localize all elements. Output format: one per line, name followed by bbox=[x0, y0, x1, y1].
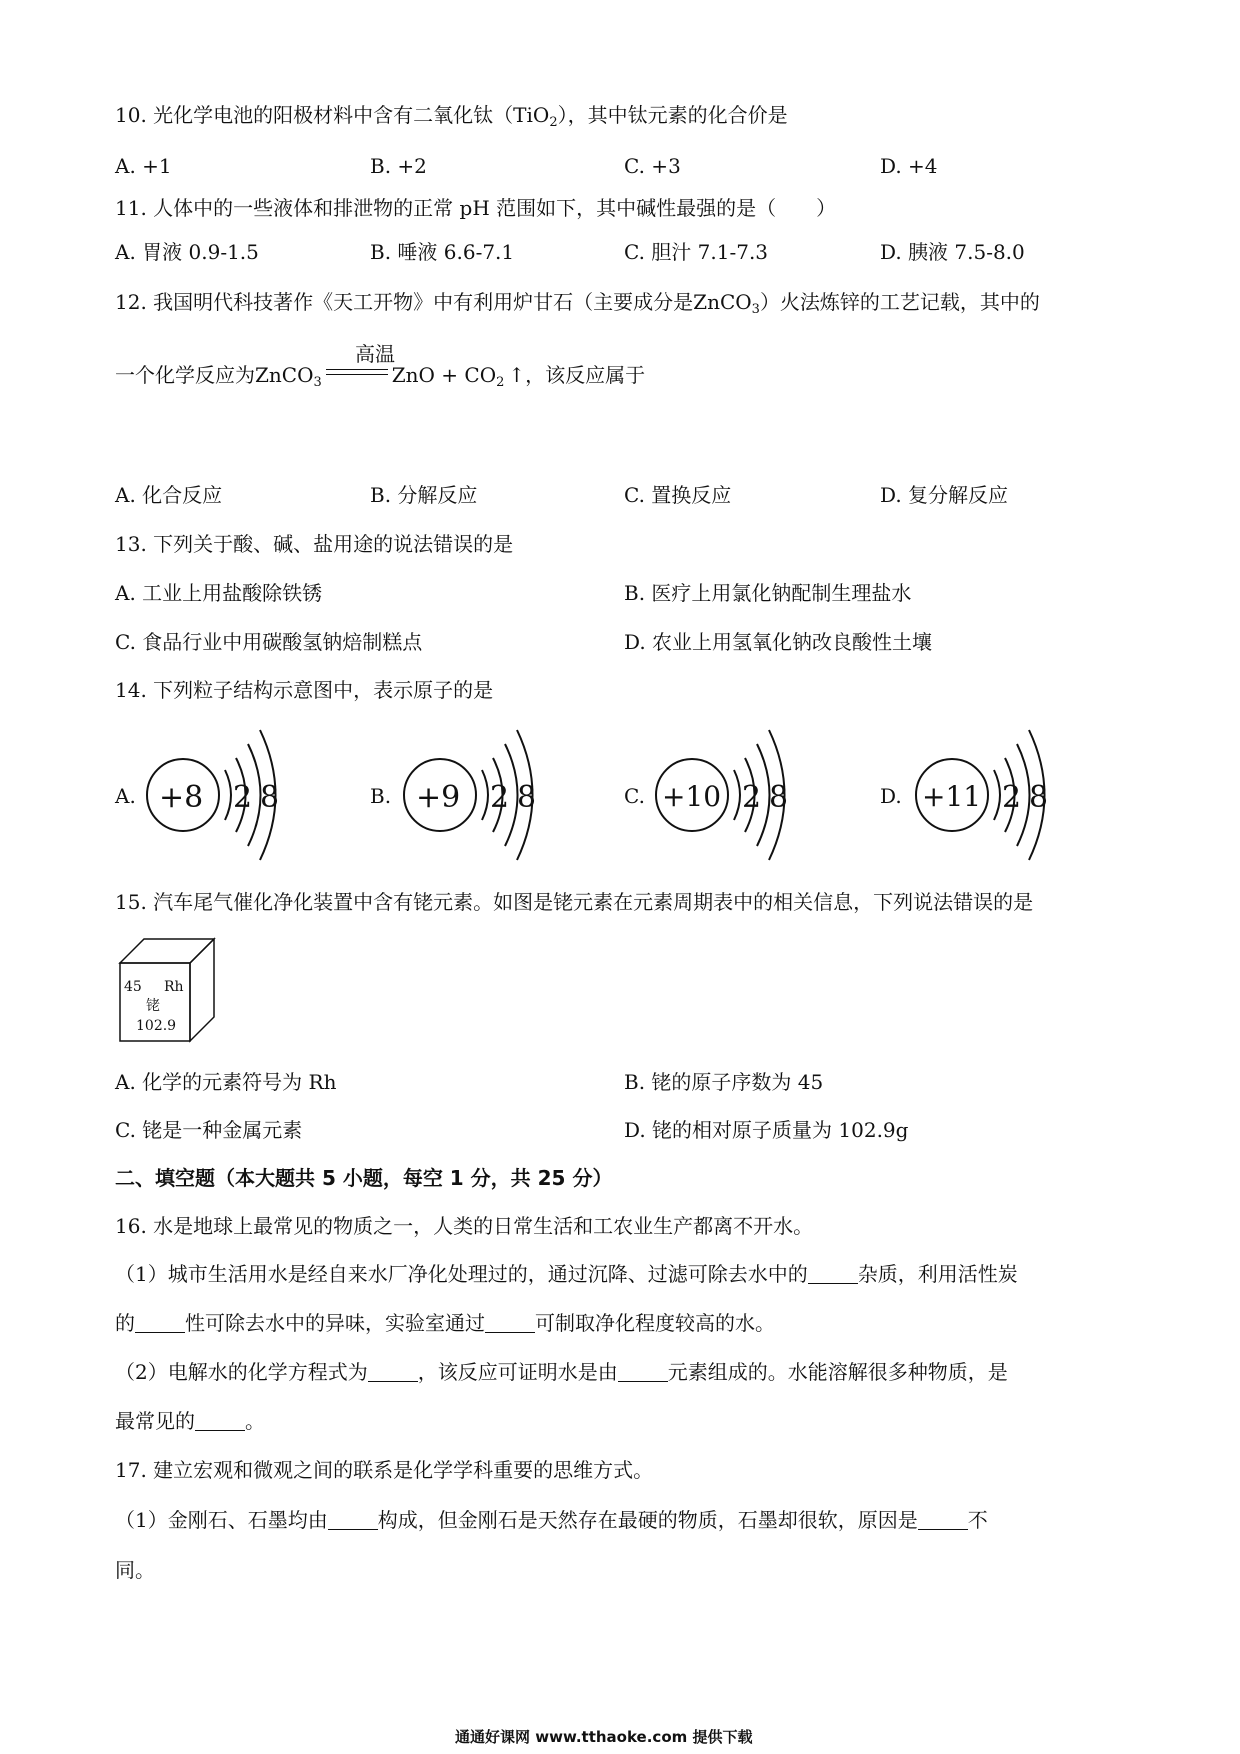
reaction-equals-sign bbox=[326, 366, 388, 380]
shell-1-electrons: 2 bbox=[742, 780, 762, 815]
q13-stem: 13. 下列关于酸、碱、盐用途的说法错误的是 bbox=[115, 532, 514, 556]
q11-option-a[interactable]: A. 胃液 0.9-1.5 bbox=[115, 240, 259, 264]
q12-reactant: ZnCO$_3$ bbox=[255, 363, 322, 390]
q16-stem: 16. 水是地球上最常见的物质之一，人类的日常生活和工农业生产都离不开水。 bbox=[115, 1214, 814, 1238]
q17-stem: 17. 建立宏观和微观之间的联系是化学学科重要的思维方式。 bbox=[115, 1458, 654, 1482]
q13-option-a[interactable]: A. 工业上用盐酸除铁锈 bbox=[115, 581, 323, 605]
option-letter: A. bbox=[115, 784, 136, 808]
answer-blank[interactable] bbox=[918, 1509, 968, 1530]
nucleus-charge: +8 bbox=[159, 780, 204, 815]
q14-option-d[interactable] bbox=[880, 720, 1055, 870]
q10-option-c[interactable]: C. +3 bbox=[624, 154, 681, 178]
answer-blank[interactable] bbox=[808, 1263, 858, 1284]
q14-option-c[interactable] bbox=[624, 720, 799, 870]
q17-part1-line2: 同。 bbox=[115, 1558, 155, 1582]
nucleus-charge: +11 bbox=[922, 780, 982, 813]
q15-option-a[interactable]: A. 化学的元素符号为 Rh bbox=[115, 1070, 337, 1094]
q12-option-d[interactable]: D. 复分解反应 bbox=[880, 483, 1009, 507]
q16-part1-line2: 的 性可除去水中的异味，实验室通过 可制取净化程度较高的水。 bbox=[115, 1311, 775, 1335]
q15-option-d[interactable]: D. 铑的相对原子质量为 102.9g bbox=[624, 1118, 909, 1142]
answer-blank[interactable] bbox=[195, 1410, 245, 1431]
q15-stem: 15. 汽车尾气催化净化装置中含有铑元素。如图是铑元素在元素周期表中的相关信息，下列说法错误的是 bbox=[115, 890, 1034, 914]
q12-equation-line: 一个化学反应为ZnCO$_3$ ZnO + $CO_2$ ↑，该反应属于 bbox=[115, 363, 646, 390]
q16-part1-line1: （1）城市生活用水是经自来水厂净化处理过的，通过沉降、过滤可除去水中的 杂质，利用活性炭 bbox=[115, 1262, 1018, 1286]
shell-2-electrons: 8 bbox=[769, 780, 789, 815]
element-name: 铑 bbox=[146, 998, 160, 1014]
answer-blank[interactable] bbox=[328, 1509, 378, 1530]
answer-blank[interactable] bbox=[368, 1361, 418, 1382]
q14-option-a[interactable] bbox=[115, 720, 290, 870]
shell-2-electrons: 8 bbox=[517, 780, 537, 815]
q13-option-c[interactable]: C. 食品行业中用碳酸氢钠焙制糕点 bbox=[115, 630, 423, 654]
shell-1-electrons: 2 bbox=[490, 780, 510, 815]
q17-part1-line1: （1）金刚石、石墨均由 构成，但金刚石是天然存在最硬的物质，石墨却很软，原因是 不 bbox=[115, 1508, 988, 1532]
page-footer-watermark: 通通好课网 www.tthaoke.com 提供下载 bbox=[455, 1728, 753, 1746]
q14-option-b[interactable] bbox=[370, 720, 545, 870]
option-letter: B. bbox=[370, 784, 392, 808]
atomic-number: 45 bbox=[124, 979, 142, 995]
section-2-title: 二、填空题（本大题共 5 小题，每空 1 分，共 25 分） bbox=[115, 1166, 613, 1190]
option-letter: C. bbox=[624, 784, 645, 808]
q16-part2-line2: 最常见的 。 bbox=[115, 1409, 265, 1433]
q10-stem-a: 10. 光化学电池的阳极材料中含有二氧化钛（ bbox=[115, 103, 514, 127]
q11-option-d[interactable]: D. 胰液 7.5-8.0 bbox=[880, 240, 1025, 264]
q16-part2-line1: （2）电解水的化学方程式为 ，该反应可证明水是由 元素组成的。水能溶解很多种物质，是 bbox=[115, 1360, 1008, 1384]
q10-stem bbox=[115, 103, 788, 130]
q14-stem: 14. 下列粒子结构示意图中，表示原子的是 bbox=[115, 678, 494, 702]
nucleus-charge: +10 bbox=[662, 780, 722, 813]
answer-blank[interactable] bbox=[485, 1312, 535, 1333]
q10-option-b[interactable]: B. +2 bbox=[370, 154, 427, 178]
gas-arrow-icon: ↑ bbox=[508, 363, 526, 387]
q15-option-c[interactable]: C. 铑是一种金属元素 bbox=[115, 1118, 303, 1142]
answer-blank[interactable] bbox=[618, 1361, 668, 1382]
q12-stem: 12. 我国明代科技著作《天工开物》中有利用炉甘石（主要成分是ZnCO$_3$）火法炼锌的工艺记载，其中的 bbox=[115, 290, 1040, 317]
q12-option-c[interactable]: C. 置换反应 bbox=[624, 483, 732, 507]
reaction-condition: 高温 bbox=[355, 342, 395, 366]
q12-option-a[interactable]: A. 化合反应 bbox=[115, 483, 223, 507]
q13-option-d[interactable]: D. 农业上用氢氧化钠改良酸性土壤 bbox=[624, 630, 933, 654]
q15-option-b[interactable]: B. 铑的原子序数为 45 bbox=[624, 1070, 824, 1094]
q11-option-c[interactable]: C. 胆汁 7.1-7.3 bbox=[624, 240, 769, 264]
periodic-table-cell bbox=[118, 935, 218, 1045]
q11-stem: 11. 人体中的一些液体和排泄物的正常 pH 范围如下，其中碱性最强的是（ ） bbox=[115, 196, 837, 220]
q12-option-b[interactable]: B. 分解反应 bbox=[370, 483, 478, 507]
shell-2-electrons: 8 bbox=[260, 780, 280, 815]
q11-option-b[interactable]: B. 唾液 6.6-7.1 bbox=[370, 240, 515, 264]
q12-formula: ZnCO$_3$ bbox=[693, 290, 760, 317]
atomic-mass: 102.9 bbox=[136, 1018, 177, 1034]
shell-1-electrons: 2 bbox=[1002, 780, 1022, 815]
q10-stem-b: ），其中钛元素的化合价是 bbox=[557, 103, 788, 127]
shell-1-electrons: 2 bbox=[233, 780, 253, 815]
nucleus-charge: +9 bbox=[416, 780, 461, 815]
element-symbol: Rh bbox=[164, 979, 184, 995]
answer-blank[interactable] bbox=[135, 1312, 185, 1333]
option-letter: D. bbox=[880, 784, 902, 808]
q10-option-d[interactable]: D. +4 bbox=[880, 154, 938, 178]
q13-option-b[interactable]: B. 医疗上用氯化钠配制生理盐水 bbox=[624, 581, 912, 605]
q10-formula: TiO$_2$ bbox=[513, 103, 558, 130]
shell-2-electrons: 8 bbox=[1029, 780, 1049, 815]
q10-option-a[interactable]: A. +1 bbox=[115, 154, 172, 178]
q12-products: ZnO + $CO_2$ bbox=[391, 363, 505, 390]
